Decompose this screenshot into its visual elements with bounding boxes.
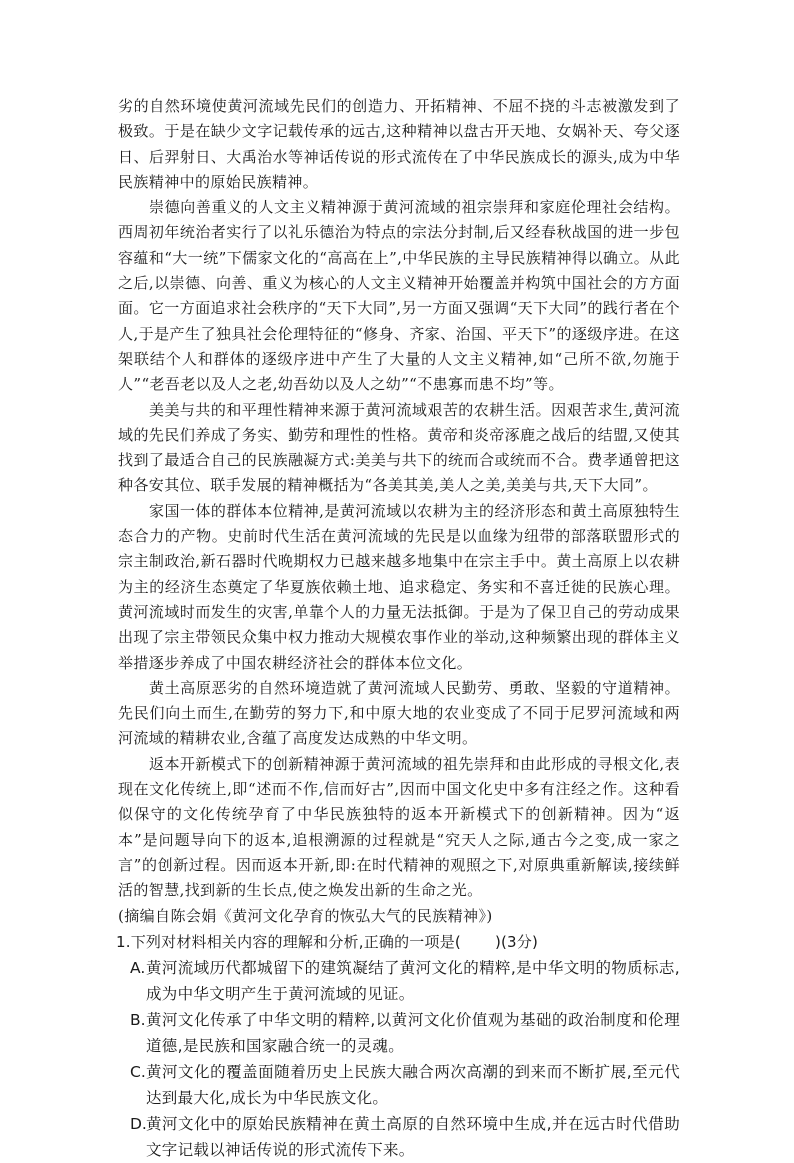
option-letter: C. <box>130 1062 146 1081</box>
option-b[interactable] <box>130 1007 680 1059</box>
answer-options <box>116 955 680 1163</box>
question-score: )(3分) <box>494 932 539 951</box>
option-letter: D. <box>130 1114 147 1133</box>
option-text: 黄河文化中的原始民族精神在黄土高原的自然环境中生成,并在远古时代借助文字记载以神话传说的形式流传下来。 <box>146 1114 680 1159</box>
exam-page <box>118 94 680 1163</box>
passage-paragraph: 崇德向善重义的人文主义精神源于黄河流域的祖宗崇拜和家庭伦理社会结构。西周初年统治者实行了以礼乐德治为特点的宗法分封制,后又经春秋战国的进一步包容蕴和“大一统”下儒家文化的“高高在上”,中华民族的主导民族精神得以确立。从此之后,以崇德、向善、重义为核心的人文主义精神开始覆盖并构筑中国社会的方方面面。它一方面追求社会秩序的“天下大同”,另一方面又强调“天下大同”的践行者在个人,于是产生了独具社会伦理特征的“修身、齐家、治国、平天下”的逐级序进。在这架联结个人和群体的逐级序进中产生了大量的人文主义精神,如“己所不欲,勿施于人”“老吾老以及人之老,幼吾幼以及人之幼”“不患寡而患不均”等。 <box>118 198 680 394</box>
question-stem-text: 下列对材料相关内容的理解和分析,正确的一项是( <box>130 932 461 951</box>
option-text: 黄河文化的覆盖面随着历史上民族大融合两次高潮的到来而不断扩展,至元代达到最大化,成长为中华民族文化。 <box>146 1062 680 1107</box>
option-c[interactable] <box>130 1059 680 1111</box>
passage-paragraph: 劣的自然环境使黄河流域先民们的创造力、开拓精神、不屈不挠的斗志被激发到了极致。于是在缺少文字记载传承的远古,这种精神以盘古开天地、女娲补天、夸父逐日、后羿射日、大禹治水等神话传说的形式流传在了中华民族成长的源头,成为中华民族精神中的原始民族精神。 <box>118 97 680 191</box>
passage-source: (摘编自陈会娟《黄河文化孕育的恢弘大气的民族精神》) <box>118 906 493 925</box>
passage-paragraph: 家国一体的群体本位精神,是黄河流域以农耕为主的经济形态和黄土高原独特生态合力的产物。史前时代生活在黄河流域的先民是以血缘为纽带的部落联盟形式的宗主制政治,新石器时代晚期权力已越来越多地集中在宗主手中。黄土高原上以农耕为主的经济生态奠定了华夏族依赖土地、追求稳定、务实和不喜迁徙的民族心理。黄河流域时而发生的灾害,单靠个人的力量无法抵御。于是为了保卫自己的劳动成果出现了宗主带领民众集中权力推动大规模农事作业的举动,这种频繁出现的群体主义举措逐步养成了中国农耕经济社会的群体本位文化。 <box>118 501 680 672</box>
option-letter: B. <box>130 1010 146 1029</box>
option-text: 黄河文化传承了中华文明的精粹,以黄河文化价值观为基础的政治制度和伦理道德,是民族和国家融合统一的灵魂。 <box>146 1010 680 1055</box>
reading-passage <box>118 94 680 929</box>
passage-paragraph: 返本开新模式下的创新精神源于黄河流域的祖先崇拜和由此形成的寻根文化,表现在文化传统上,即“述而不作,信而好古”,因而中国文化史中多有注经之作。这种看似保守的文化传统孕育了中华民族独特的返本开新模式下的创新精神。因为“返本”是问题导向下的返本,追根溯源的过程就是“究天人之际,通古今之变,成一家之言”的创新过程。因而返本开新,即:在时代精神的观照之下,对原典重新解读,接续鲜活的智慧,找到新的生长点,使之焕发出新的生命之光。 <box>118 754 681 900</box>
passage-paragraph: 黄土高原恶劣的自然环境造就了黄河流域人民勤劳、勇敢、坚毅的守道精神。先民们向土而生,在勤劳的努力下,和中原大地的农业变成了不同于尼罗河流域和两河流域的精耕农业,含蕴了高度发达成熟的中华文明。 <box>118 678 680 748</box>
question-1 <box>116 929 680 1163</box>
question-stem <box>116 929 680 955</box>
question-number: 1. <box>116 932 131 951</box>
option-a[interactable] <box>130 955 680 1007</box>
option-letter: A. <box>130 958 146 977</box>
passage-paragraph: 美美与共的和平理性精神来源于黄河流域艰苦的农耕生活。因艰苦求生,黄河流域的先民们养成了务实、勤劳和理性的性格。黄帝和炎帝涿鹿之战后的结盟,又使其找到了最适合自己的民族融凝方式:美美与共下的统而合或统而不合。费孝通曾把这种各安其位、联手发展的精神概括为“各美其美,美人之美,美美与共,天下大同”。 <box>118 400 680 495</box>
option-d[interactable] <box>130 1111 680 1163</box>
option-text: 黄河流域历代都城留下的建筑凝结了黄河文化的精粹,是中华文明的物质标志,成为中华文明产生于黄河流域的见证。 <box>146 958 680 1003</box>
